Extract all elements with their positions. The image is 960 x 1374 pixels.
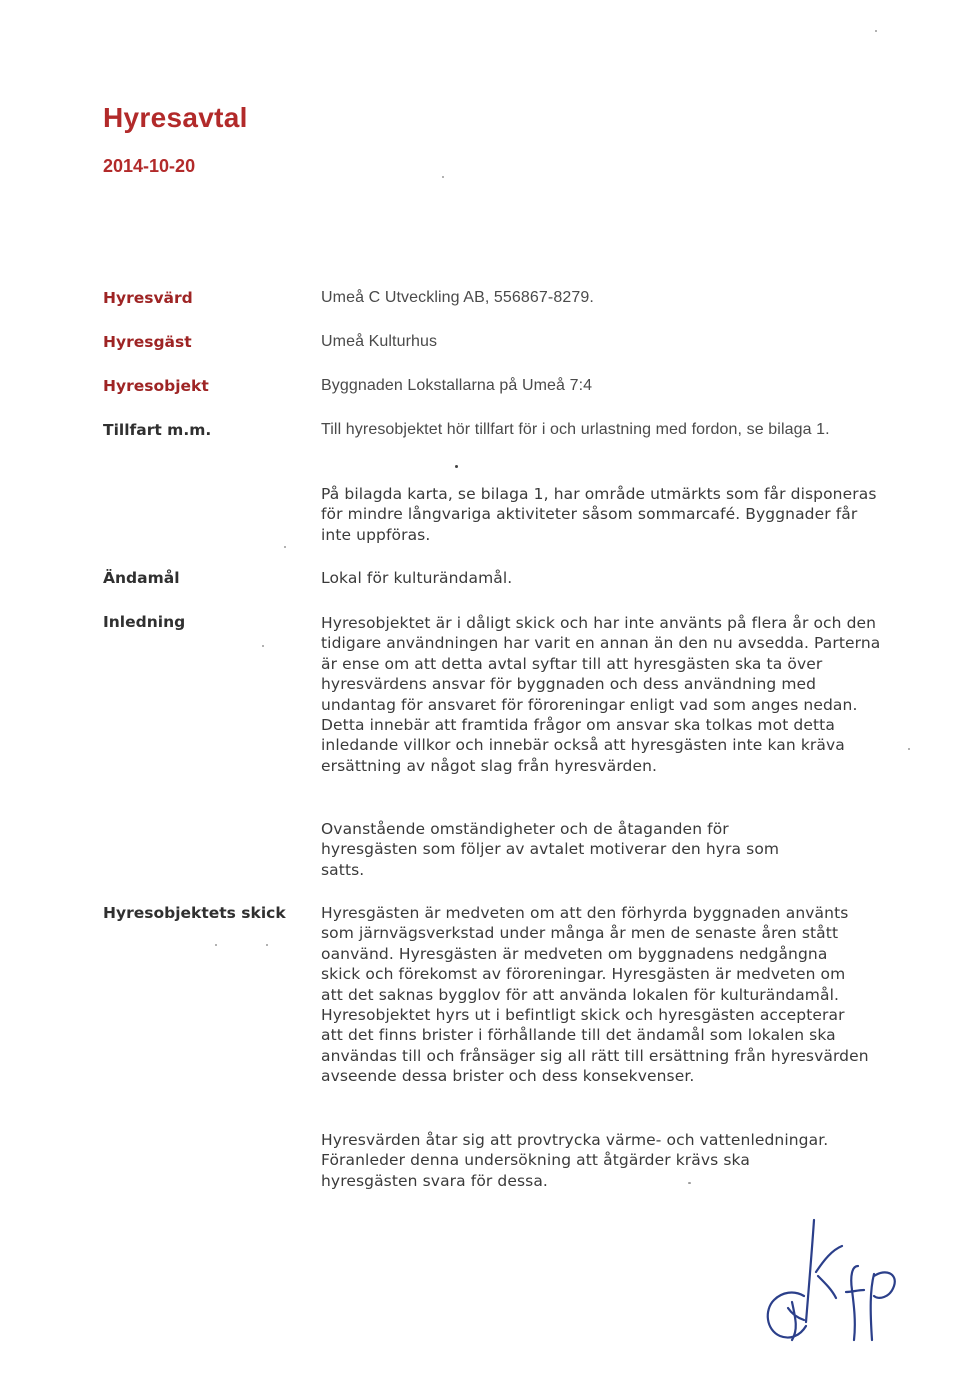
scan-speck	[442, 176, 444, 178]
rental-object-label: Hyresobjekt	[103, 377, 209, 395]
scan-speck	[262, 645, 264, 647]
tenant-label: Hyresgäst	[103, 333, 192, 351]
scan-speck	[266, 944, 268, 946]
condition-paragraph-2: Hyresvärden åtar sig att provtrycka värme- och vattenledningar. Föranleder denna undersökning att åtgärder krävs ska hyresgästen svara för dessa.	[321, 1131, 829, 1190]
introduction-paragraph-2: Ovanstående omständigheter och de åtaganden för hyresgästen som följer av avtalet motiverar den hyra som satts.	[321, 820, 780, 879]
document-date: 2014-10-20	[103, 156, 196, 176]
introduction-label: Inledning	[103, 613, 186, 631]
scan-speck	[215, 944, 217, 946]
handwritten-signature	[752, 1210, 912, 1360]
condition-label: Hyresobjektets skick	[103, 904, 286, 922]
access-paragraph-1: Till hyresobjektet hör tillfart för i och urlastning med fordon, se bilaga 1.	[321, 421, 830, 438]
access-paragraph-2: På bilagda karta, se bilaga 1, har område utmärkts som får disponeras för mindre långvariga aktiviteter såsom sommarcafé. Byggnader får inte uppföras.	[321, 485, 877, 544]
condition-paragraph-1: Hyresgästen är medveten om att den förhyrda byggnaden använts som järnvägsverkstad under många år men de senaste åren stått oanvänd. Hyresgästen är medveten om byggnadens nedgångna skick och förekomst av föroreningar. Hyresgästen är medveten om att det saknas bygglov för att använda lokalen för kulturändamål. Hyresobjektet hyrs ut i befintligt skick och hyresgästen accepterar att det finns brister i förhållande till det ändamål som lokalen ska användas till och frånsäger sig all rätt till ersättning från hyresvärden avseende dessa brister och dess konsekvenser.	[321, 904, 869, 1086]
rental-object-value: Byggnaden Lokstallarna på Umeå 7:4	[321, 377, 593, 394]
introduction-paragraph-1: Hyresobjektet är i dåligt skick och har inte använts på flera år och den tidigare användningen har varit en annan än den nu avsedda. Parterna är ense om att detta avtal syftar till att hyresgästen ska ta över hyresvärdens ansvar för byggnaden och dess användning med undantag för ansvaret för föroreningar enligt vad som anges nedan. Detta innebär att framtida frågor om ansvar ska tolkas mot detta inledande villkor och innebär också att hyresgästen inte kan kräva ersättning av något slag från hyresvärden.	[321, 614, 881, 775]
scan-speck	[688, 1182, 691, 1184]
access-label: Tillfart m.m.	[103, 421, 212, 439]
scan-speck	[875, 30, 877, 32]
scan-speck	[908, 748, 910, 750]
landlord-label: Hyresvärd	[103, 289, 193, 307]
scan-speck	[284, 546, 286, 548]
scan-speck	[455, 465, 458, 468]
landlord-value: Umeå C Utveckling AB, 556867-8279.	[321, 289, 594, 306]
tenant-value: Umeå Kulturhus	[321, 333, 438, 350]
document-title: Hyresavtal	[103, 102, 248, 133]
purpose-label: Ändamål	[103, 569, 180, 587]
purpose-value: Lokal för kulturändamål.	[321, 569, 513, 587]
